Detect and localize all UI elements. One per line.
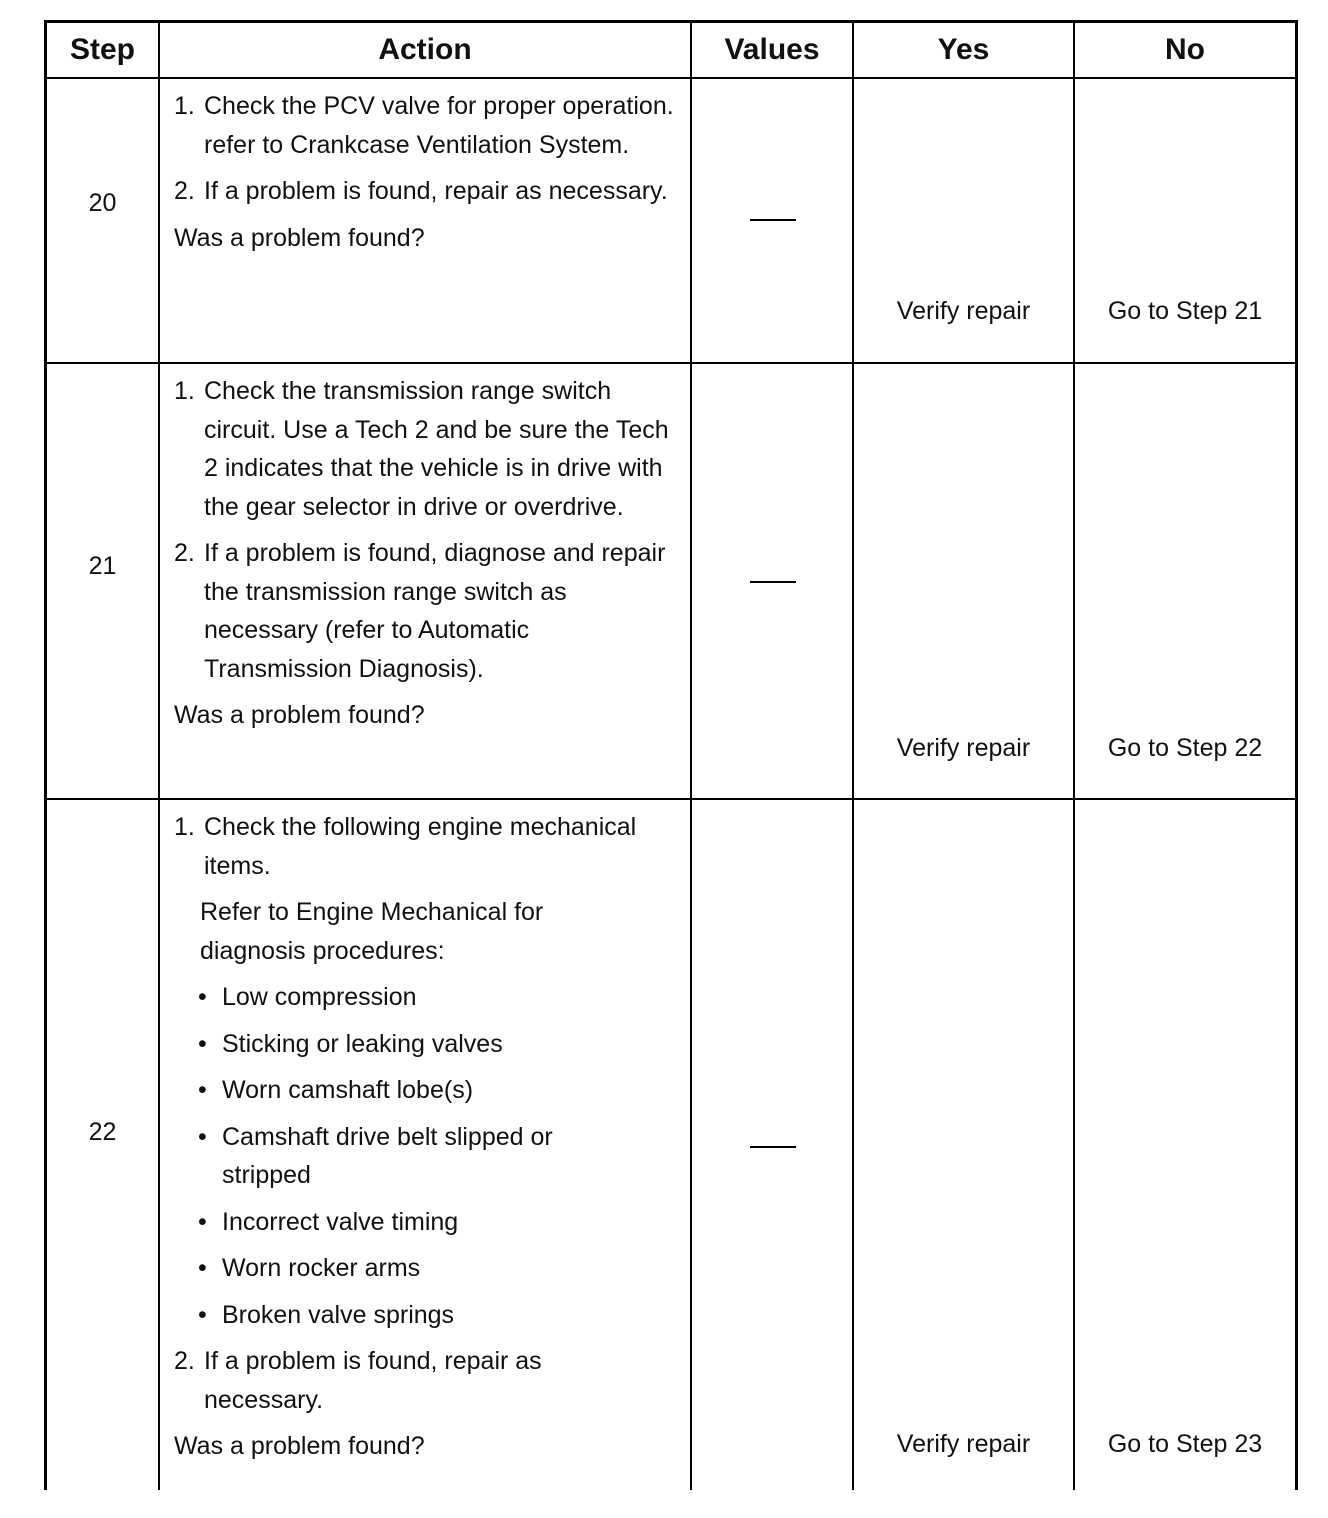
action-item [174, 172, 674, 211]
step-cell [47, 79, 160, 362]
item-number: 1. [174, 377, 195, 405]
list-item [174, 978, 674, 1017]
yes-cell [854, 364, 1075, 798]
item-text: Check the PCV valve for proper operation. refer to Crankcase Ventilation System. [204, 92, 674, 159]
item-text: Check the transmission range switch circuit. Use a Tech 2 and be sure the Tech 2 indicates that the vehicle is in drive with the gear selector in drive or overdrive. [204, 377, 669, 521]
yes-result: Verify repair [896, 297, 1031, 325]
item-text: If a problem is found, repair as necessary. [204, 1347, 542, 1414]
step-number: 20 [88, 189, 117, 217]
action-cell [160, 800, 692, 1490]
bullet-text: Sticking or leaking valves [222, 1029, 503, 1058]
bullet-text: Worn camshaft lobe(s) [222, 1076, 474, 1104]
list-item [174, 1203, 674, 1242]
step-number: 22 [88, 1118, 117, 1146]
bullet-icon: • [198, 1207, 207, 1236]
item-number: 1. [174, 813, 195, 841]
bullet-icon: • [198, 1076, 207, 1104]
values-dash [750, 219, 796, 221]
action-item [174, 808, 674, 885]
item-number: 2. [174, 1347, 195, 1375]
values-dash [750, 1146, 796, 1148]
no-cell [1075, 800, 1295, 1490]
table-row [47, 79, 1295, 364]
no-result: Go to Step 21 [1107, 297, 1263, 325]
no-cell [1075, 79, 1295, 362]
question-text: Was a problem found? [174, 1432, 425, 1460]
diagnostic-table [44, 20, 1298, 1490]
action-item [174, 1342, 674, 1419]
action-cell [160, 364, 692, 798]
header-action: Action [160, 23, 692, 77]
list-item [174, 1296, 674, 1335]
bullet-text: Incorrect valve timing [222, 1207, 459, 1236]
bullet-icon: • [198, 983, 207, 1011]
bullet-text: Low compression [222, 983, 417, 1011]
yes-result: Verify repair [896, 734, 1031, 762]
list-item [174, 1249, 674, 1288]
header-values: Values [692, 23, 854, 77]
bullet-text: Camshaft drive belt slipped or stripped [222, 1122, 553, 1189]
action-item [174, 87, 674, 164]
step-cell [47, 364, 160, 798]
step-cell [47, 800, 160, 1490]
action-item [174, 372, 674, 526]
yes-cell [854, 79, 1075, 362]
item-text: Check the following engine mechanical items. [204, 813, 637, 880]
no-result: Go to Step 23 [1107, 1430, 1263, 1458]
table-row [47, 364, 1295, 800]
values-cell [692, 79, 854, 362]
header-no: No [1165, 33, 1205, 66]
bullet-icon: • [198, 1254, 207, 1282]
header-step: Step [47, 23, 160, 77]
item-number: 2. [174, 539, 195, 567]
values-cell [692, 364, 854, 798]
values-dash [750, 581, 796, 583]
item-text: If a problem is found, diagnose and repair the transmission range switch as necessary (refer to Automatic Transmission Diagnosis). [204, 539, 666, 683]
bullet-text: Worn rocker arms [222, 1254, 421, 1282]
bullet-text: Broken valve springs [222, 1300, 455, 1329]
question-text: Was a problem found? [174, 701, 425, 729]
bullet-icon: • [198, 1122, 207, 1151]
list-item [174, 1118, 674, 1195]
yes-cell [854, 800, 1075, 1490]
yes-result: Verify repair [896, 1430, 1031, 1458]
no-cell [1075, 364, 1295, 798]
bullet-icon: • [198, 1029, 207, 1058]
action-cell [160, 79, 692, 362]
values-cell [692, 800, 854, 1490]
no-result: Go to Step 22 [1107, 734, 1263, 762]
header-yes: Yes [854, 23, 1075, 77]
question-text: Was a problem found? [174, 223, 425, 252]
bullet-icon: • [198, 1300, 207, 1329]
refer-text: Refer to Engine Mechanical for diagnosis procedures: [200, 898, 544, 965]
action-item [174, 534, 674, 688]
list-item [174, 1025, 674, 1064]
table-header-row [47, 23, 1295, 79]
step-number: 21 [88, 552, 117, 580]
item-number: 2. [174, 177, 195, 205]
table-row [47, 800, 1295, 1490]
item-text: If a problem is found, repair as necessary. [204, 177, 668, 205]
item-number: 1. [174, 92, 195, 120]
list-item [174, 1071, 674, 1110]
